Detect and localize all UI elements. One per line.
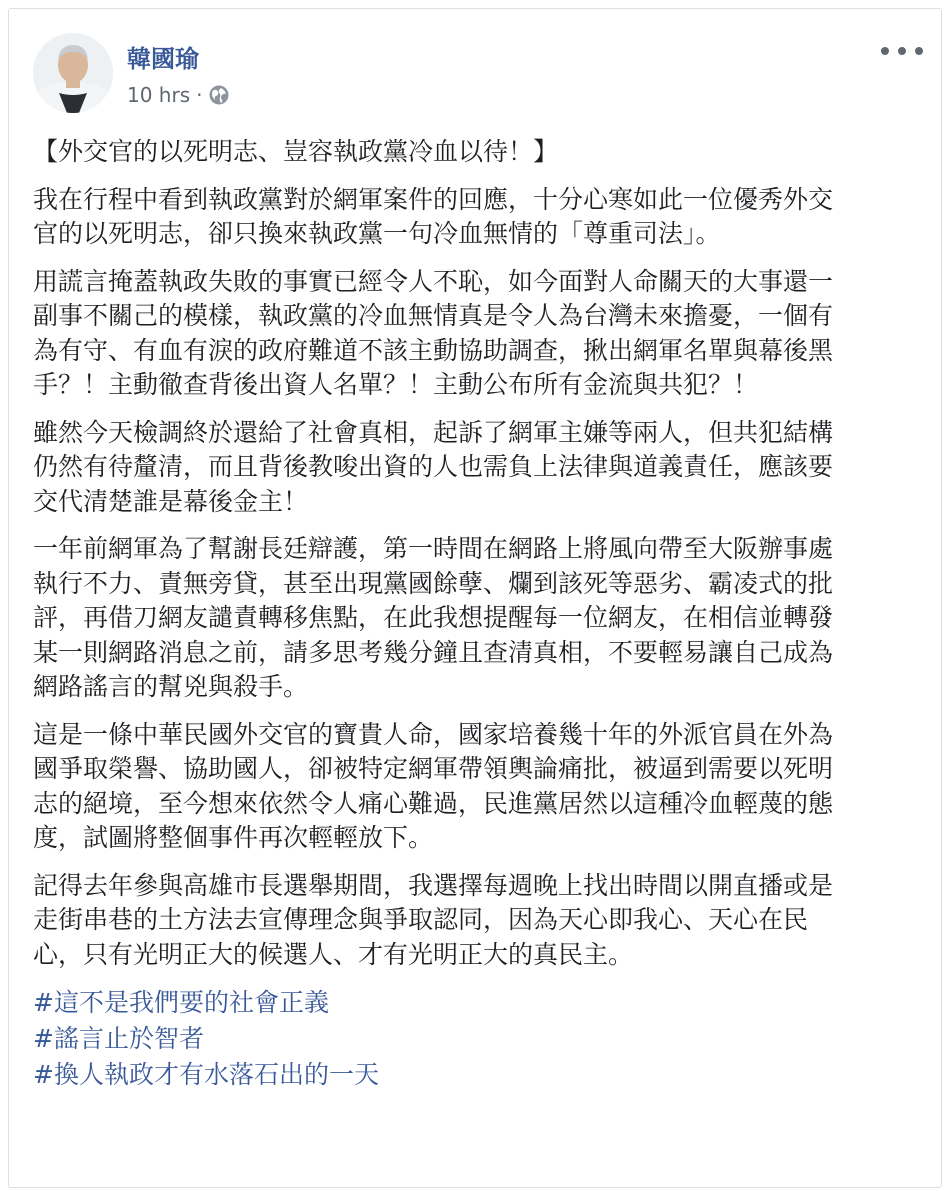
text-line: 執行不力、責無旁貸，甚至出現黨國餘孽、爛到該死等惡劣、霸凌式的批 <box>33 568 834 598</box>
text-line: 這是一條中華民國外交官的寶貴人命，國家培養幾十年的外派官員在外為 <box>33 719 834 749</box>
text-line: 志的絕境，至今想來依然令人痛心難過，民進黨居然以這種冷血輕蔑的態 <box>33 788 834 818</box>
meta-separator: · <box>196 83 203 107</box>
avatar[interactable] <box>33 33 113 113</box>
post-meta <box>127 81 230 109</box>
text-line: 心，只有光明正大的候選人、才有光明正大的真民主。 <box>33 939 634 969</box>
dot-icon <box>881 47 889 55</box>
post-paragraph <box>33 532 923 705</box>
text-line: 記得去年參與高雄市長選舉期間，我選擇每週晚上找出時間以開直播或是 <box>33 870 834 900</box>
text-line: 為有守、有血有淚的政府難道不該主動協助調查，揪出網軍名單與幕後黑 <box>33 335 834 365</box>
post-paragraph <box>33 135 923 170</box>
post-card <box>8 8 942 1188</box>
text-line: 【外交官的以死明志、豈容執政黨冷血以待！】 <box>33 137 559 166</box>
text-line: 我在行程中看到執政黨對於網軍案件的回應，十分心寒如此一位優秀外交 <box>33 184 834 214</box>
avatar-photo <box>33 33 113 113</box>
text-line: 用謊言掩蓋執政失敗的事實已經令人不恥，如今面對人命關天的大事還一 <box>33 266 834 296</box>
more-options-icon[interactable] <box>881 39 923 63</box>
text-line: 國爭取榮譽、協助國人，卻被特定網軍帶領輿論痛批，被逼到需要以死明 <box>33 754 834 783</box>
text-line: 某一則網路消息之前，請多思考幾分鐘且查清真相，不要輕易讓自己成為 <box>33 637 834 667</box>
hashtag-link[interactable]: #謠言止於智者 <box>33 1024 204 1053</box>
hashtag-list <box>33 985 923 1093</box>
text-line: 雖然今天檢調終於還給了社會真相，起訴了網軍主嫌等兩人，但共犯結構 <box>33 417 834 447</box>
text-line: 官的以死明志，卻只換來執政黨一句冷血無情的「尊重司法」。 <box>33 219 721 248</box>
post-paragraph <box>33 416 923 520</box>
text-line: 網路謠言的幫兇與殺手。 <box>33 672 309 701</box>
dot-icon <box>898 47 906 55</box>
text-line: 度，試圖將整個事件再次輕輕放下。 <box>33 823 434 852</box>
text-line: 走街串巷的土方法去宣傳理念與爭取認同，因為天心即我心、天心在民 <box>33 905 809 934</box>
post-timestamp[interactable]: 10 hrs <box>127 83 191 107</box>
post-body <box>33 135 923 1093</box>
post-paragraph <box>33 183 923 252</box>
post-paragraph <box>33 718 923 856</box>
post-paragraph <box>33 869 923 973</box>
text-line: 交代清楚誰是幕後金主！ <box>33 486 309 516</box>
text-line: 一年前網軍為了幫謝長廷辯護，第一時間在網路上將風向帶至大阪辦事處 <box>33 534 834 563</box>
post-header <box>33 33 923 121</box>
text-line: 副事不關己的模樣，執政黨的冷血無情真是令人為台灣未來擔憂，一個有 <box>33 301 834 330</box>
dot-icon <box>915 47 923 55</box>
text-line: 仍然有待釐清，而且背後教唆出資的人也需負上法律與道義責任，應該要 <box>33 452 834 481</box>
post-paragraph <box>33 265 923 403</box>
hashtag-link[interactable]: #換人執政才有水落石出的一天 <box>33 1060 379 1089</box>
text-line: 手？！主動徹查背後出資人名單？！主動公布所有金流與共犯？！ <box>33 370 759 399</box>
globe-icon[interactable] <box>208 84 230 106</box>
hashtag-link[interactable]: #這不是我們要的社會正義 <box>33 988 329 1017</box>
text-line: 評，再借刀網友譴責轉移焦點，在此我想提醒每一位網友，在相信並轉發 <box>33 603 834 632</box>
author-name[interactable]: 韓國瑜 <box>127 45 199 73</box>
